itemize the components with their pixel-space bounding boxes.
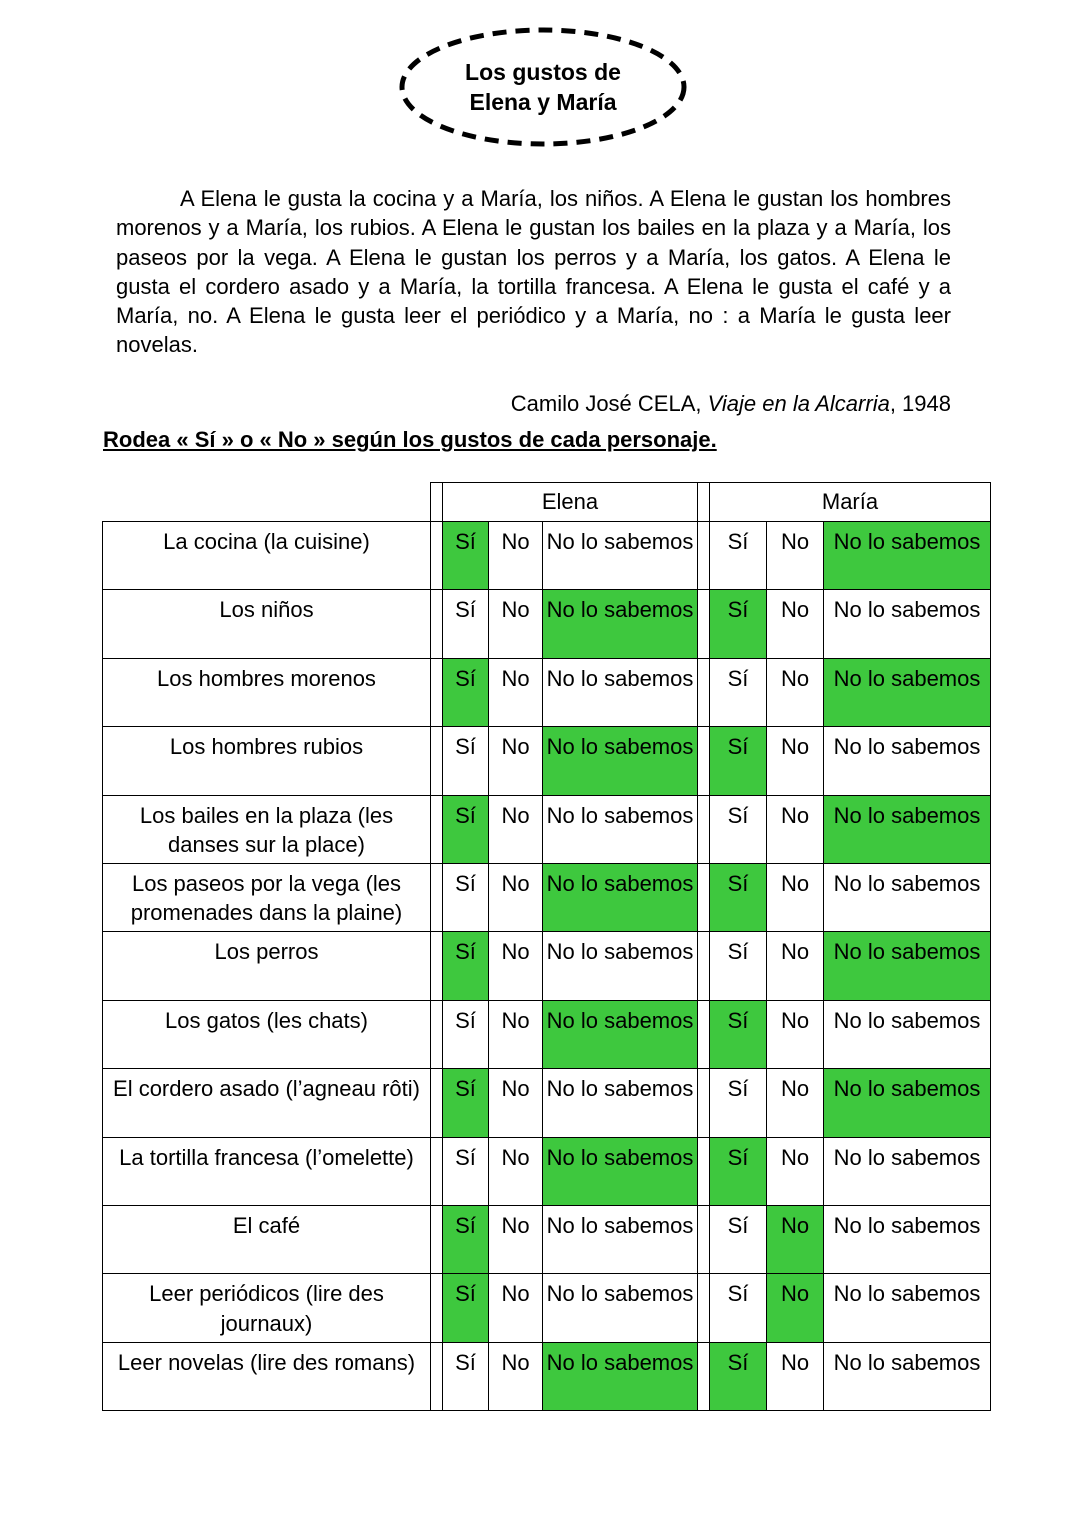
separator-cell [698,932,710,1000]
maria-option-si[interactable]: Sí [710,863,767,931]
elena-option-unknown[interactable]: No lo sabemos [543,1069,698,1137]
elena-option-no[interactable]: No [489,863,543,931]
table-row [103,795,991,863]
maria-option-si[interactable]: Sí [710,1000,767,1068]
elena-option-unknown[interactable]: No lo sabemos [543,795,698,863]
separator-cell [698,522,710,590]
elena-option-unknown[interactable]: No lo sabemos [543,932,698,1000]
title-line-2: Elena y María [469,89,617,115]
elena-option-si[interactable]: Sí [443,522,489,590]
elena-option-unknown[interactable]: No lo sabemos [543,863,698,931]
elena-option-si[interactable]: Sí [443,795,489,863]
separator-cell [698,1342,710,1410]
maria-option-si[interactable]: Sí [710,1342,767,1410]
elena-option-si[interactable]: Sí [443,1137,489,1205]
maria-option-unknown[interactable]: No lo sabemos [824,1069,991,1137]
separator-cell [431,727,443,795]
maria-option-no[interactable]: No [767,1274,824,1342]
maria-option-si[interactable]: Sí [710,795,767,863]
separator-cell [698,795,710,863]
separator-cell [431,483,443,522]
table-row [103,1205,991,1273]
maria-option-no[interactable]: No [767,727,824,795]
elena-option-unknown[interactable]: No lo sabemos [543,590,698,658]
maria-option-unknown[interactable]: No lo sabemos [824,1274,991,1342]
table-row [103,863,991,931]
elena-option-unknown[interactable]: No lo sabemos [543,1274,698,1342]
elena-option-no[interactable]: No [489,1137,543,1205]
separator-cell [698,1137,710,1205]
page-title [398,57,688,117]
elena-option-si[interactable]: Sí [443,1342,489,1410]
separator-cell [698,727,710,795]
separator-cell [431,932,443,1000]
elena-option-si[interactable]: Sí [443,1069,489,1137]
separator-cell [698,658,710,726]
maria-option-si[interactable]: Sí [710,1137,767,1205]
table-row [103,590,991,658]
elena-option-no[interactable]: No [489,1069,543,1137]
separator-cell [698,1000,710,1068]
row-label: Los hombres morenos [103,658,431,726]
elena-option-no[interactable]: No [489,590,543,658]
elena-option-si[interactable]: Sí [443,863,489,931]
row-label: El café [103,1205,431,1273]
reading-passage: A Elena le gusta la cocina y a María, los niños. A Elena le gustan los hombres morenos y a María, los rubios. A Elena le gustan los bailes en la plaza y a María, los paseos por la vega. A Elena le gustan los perros y a María, los gatos. A Elena le gusta el cordero asado y a María, la tortilla francesa. A Elena le gusta el café y a María, no. A Elena le gusta leer el periódico y a María, no : a María le gusta leer novelas. [116,186,951,358]
separator-cell [431,590,443,658]
row-label: La tortilla francesa (l’omelette) [103,1137,431,1205]
row-label: Los niños [103,590,431,658]
header-spacer [103,483,431,522]
elena-option-no[interactable]: No [489,522,543,590]
row-label: Leer periódicos (lire des journaux) [103,1274,431,1342]
maria-option-unknown[interactable]: No lo sabemos [824,1205,991,1273]
table-row [103,1137,991,1205]
maria-option-no[interactable]: No [767,590,824,658]
maria-option-no[interactable]: No [767,1342,824,1410]
table-row [103,1069,991,1137]
maria-option-no[interactable]: No [767,863,824,931]
maria-option-unknown[interactable]: No lo sabemos [824,522,991,590]
separator-cell [431,1274,443,1342]
citation-year: , 1948 [889,391,951,416]
separator-cell [431,795,443,863]
separator-cell [698,1069,710,1137]
maria-option-unknown[interactable]: No lo sabemos [824,658,991,726]
separator-cell [698,1274,710,1342]
maria-option-no[interactable]: No [767,522,824,590]
maria-option-si[interactable]: Sí [710,1205,767,1273]
maria-option-no[interactable]: No [767,795,824,863]
separator-cell [431,863,443,931]
citation-work: Viaje en la Alcarria [707,391,890,416]
column-header-maria: María [710,483,991,522]
elena-option-unknown[interactable]: No lo sabemos [543,1342,698,1410]
maria-option-si[interactable]: Sí [710,658,767,726]
row-label: Leer novelas (lire des romans) [103,1342,431,1410]
maria-option-si[interactable]: Sí [710,727,767,795]
column-header-elena: Elena [443,483,698,522]
elena-option-si[interactable]: Sí [443,1274,489,1342]
maria-option-si[interactable]: Sí [710,1274,767,1342]
maria-option-unknown[interactable]: No lo sabemos [824,727,991,795]
separator-cell [431,1342,443,1410]
elena-option-si[interactable]: Sí [443,590,489,658]
maria-option-unknown[interactable]: No lo sabemos [824,1342,991,1410]
maria-option-unknown[interactable]: No lo sabemos [824,1137,991,1205]
separator-cell [431,1205,443,1273]
preferences-table [102,482,991,1411]
maria-option-si[interactable]: Sí [710,1069,767,1137]
maria-option-si[interactable]: Sí [710,932,767,1000]
maria-option-unknown[interactable]: No lo sabemos [824,1000,991,1068]
elena-option-si[interactable]: Sí [443,1205,489,1273]
maria-option-no[interactable]: No [767,1205,824,1273]
row-label: Los perros [103,932,431,1000]
row-label: El cordero asado (l’agneau rôti) [103,1069,431,1137]
elena-option-no[interactable]: No [489,795,543,863]
elena-option-no[interactable]: No [489,727,543,795]
separator-cell [431,522,443,590]
separator-cell [431,1069,443,1137]
elena-option-si[interactable]: Sí [443,932,489,1000]
title-oval [398,26,688,148]
maria-option-si[interactable]: Sí [710,590,767,658]
table-row [103,1000,991,1068]
title-line-1: Los gustos de [465,59,621,85]
maria-option-unknown[interactable]: No lo sabemos [824,932,991,1000]
exercise-instruction: Rodea « Sí » o « No » según los gustos de cada personaje. [103,427,717,452]
elena-option-no[interactable]: No [489,658,543,726]
table-row [103,1274,991,1342]
elena-option-unknown[interactable]: No lo sabemos [543,727,698,795]
separator-cell [698,483,710,522]
row-label: La cocina (la cuisine) [103,522,431,590]
row-label: Los bailes en la plaza (les danses sur la place) [103,795,431,863]
maria-option-no[interactable]: No [767,658,824,726]
maria-option-unknown[interactable]: No lo sabemos [824,863,991,931]
table-header-row [103,483,991,522]
table-row [103,658,991,726]
separator-cell [431,1137,443,1205]
separator-cell [698,1205,710,1273]
maria-option-no[interactable]: No [767,1137,824,1205]
table-row [103,932,991,1000]
maria-option-unknown[interactable]: No lo sabemos [824,795,991,863]
maria-option-no[interactable]: No [767,1069,824,1137]
elena-option-no[interactable]: No [489,932,543,1000]
separator-cell [431,1000,443,1068]
elena-option-no[interactable]: No [489,1274,543,1342]
separator-cell [431,658,443,726]
maria-option-no[interactable]: No [767,932,824,1000]
elena-option-no[interactable]: No [489,1342,543,1410]
table-row [103,1342,991,1410]
elena-option-si[interactable]: Sí [443,1000,489,1068]
row-label: Los hombres rubios [103,727,431,795]
table-row [103,522,991,590]
elena-option-si[interactable]: Sí [443,727,489,795]
elena-option-unknown[interactable]: No lo sabemos [543,658,698,726]
elena-option-no[interactable]: No [489,1000,543,1068]
elena-option-unknown[interactable]: No lo sabemos [543,1137,698,1205]
elena-option-si[interactable]: Sí [443,658,489,726]
separator-cell [698,590,710,658]
elena-option-unknown[interactable]: No lo sabemos [543,1205,698,1273]
elena-option-unknown[interactable]: No lo sabemos [543,1000,698,1068]
row-label: Los gatos (les chats) [103,1000,431,1068]
maria-option-no[interactable]: No [767,1000,824,1068]
maria-option-unknown[interactable]: No lo sabemos [824,590,991,658]
table-row [103,727,991,795]
row-label: Los paseos por la vega (les promenades dans la plaine) [103,863,431,931]
citation-author: Camilo José CELA, [510,391,708,416]
separator-cell [698,863,710,931]
maria-option-si[interactable]: Sí [710,522,767,590]
elena-option-unknown[interactable]: No lo sabemos [543,522,698,590]
elena-option-no[interactable]: No [489,1205,543,1273]
citation [116,389,951,418]
